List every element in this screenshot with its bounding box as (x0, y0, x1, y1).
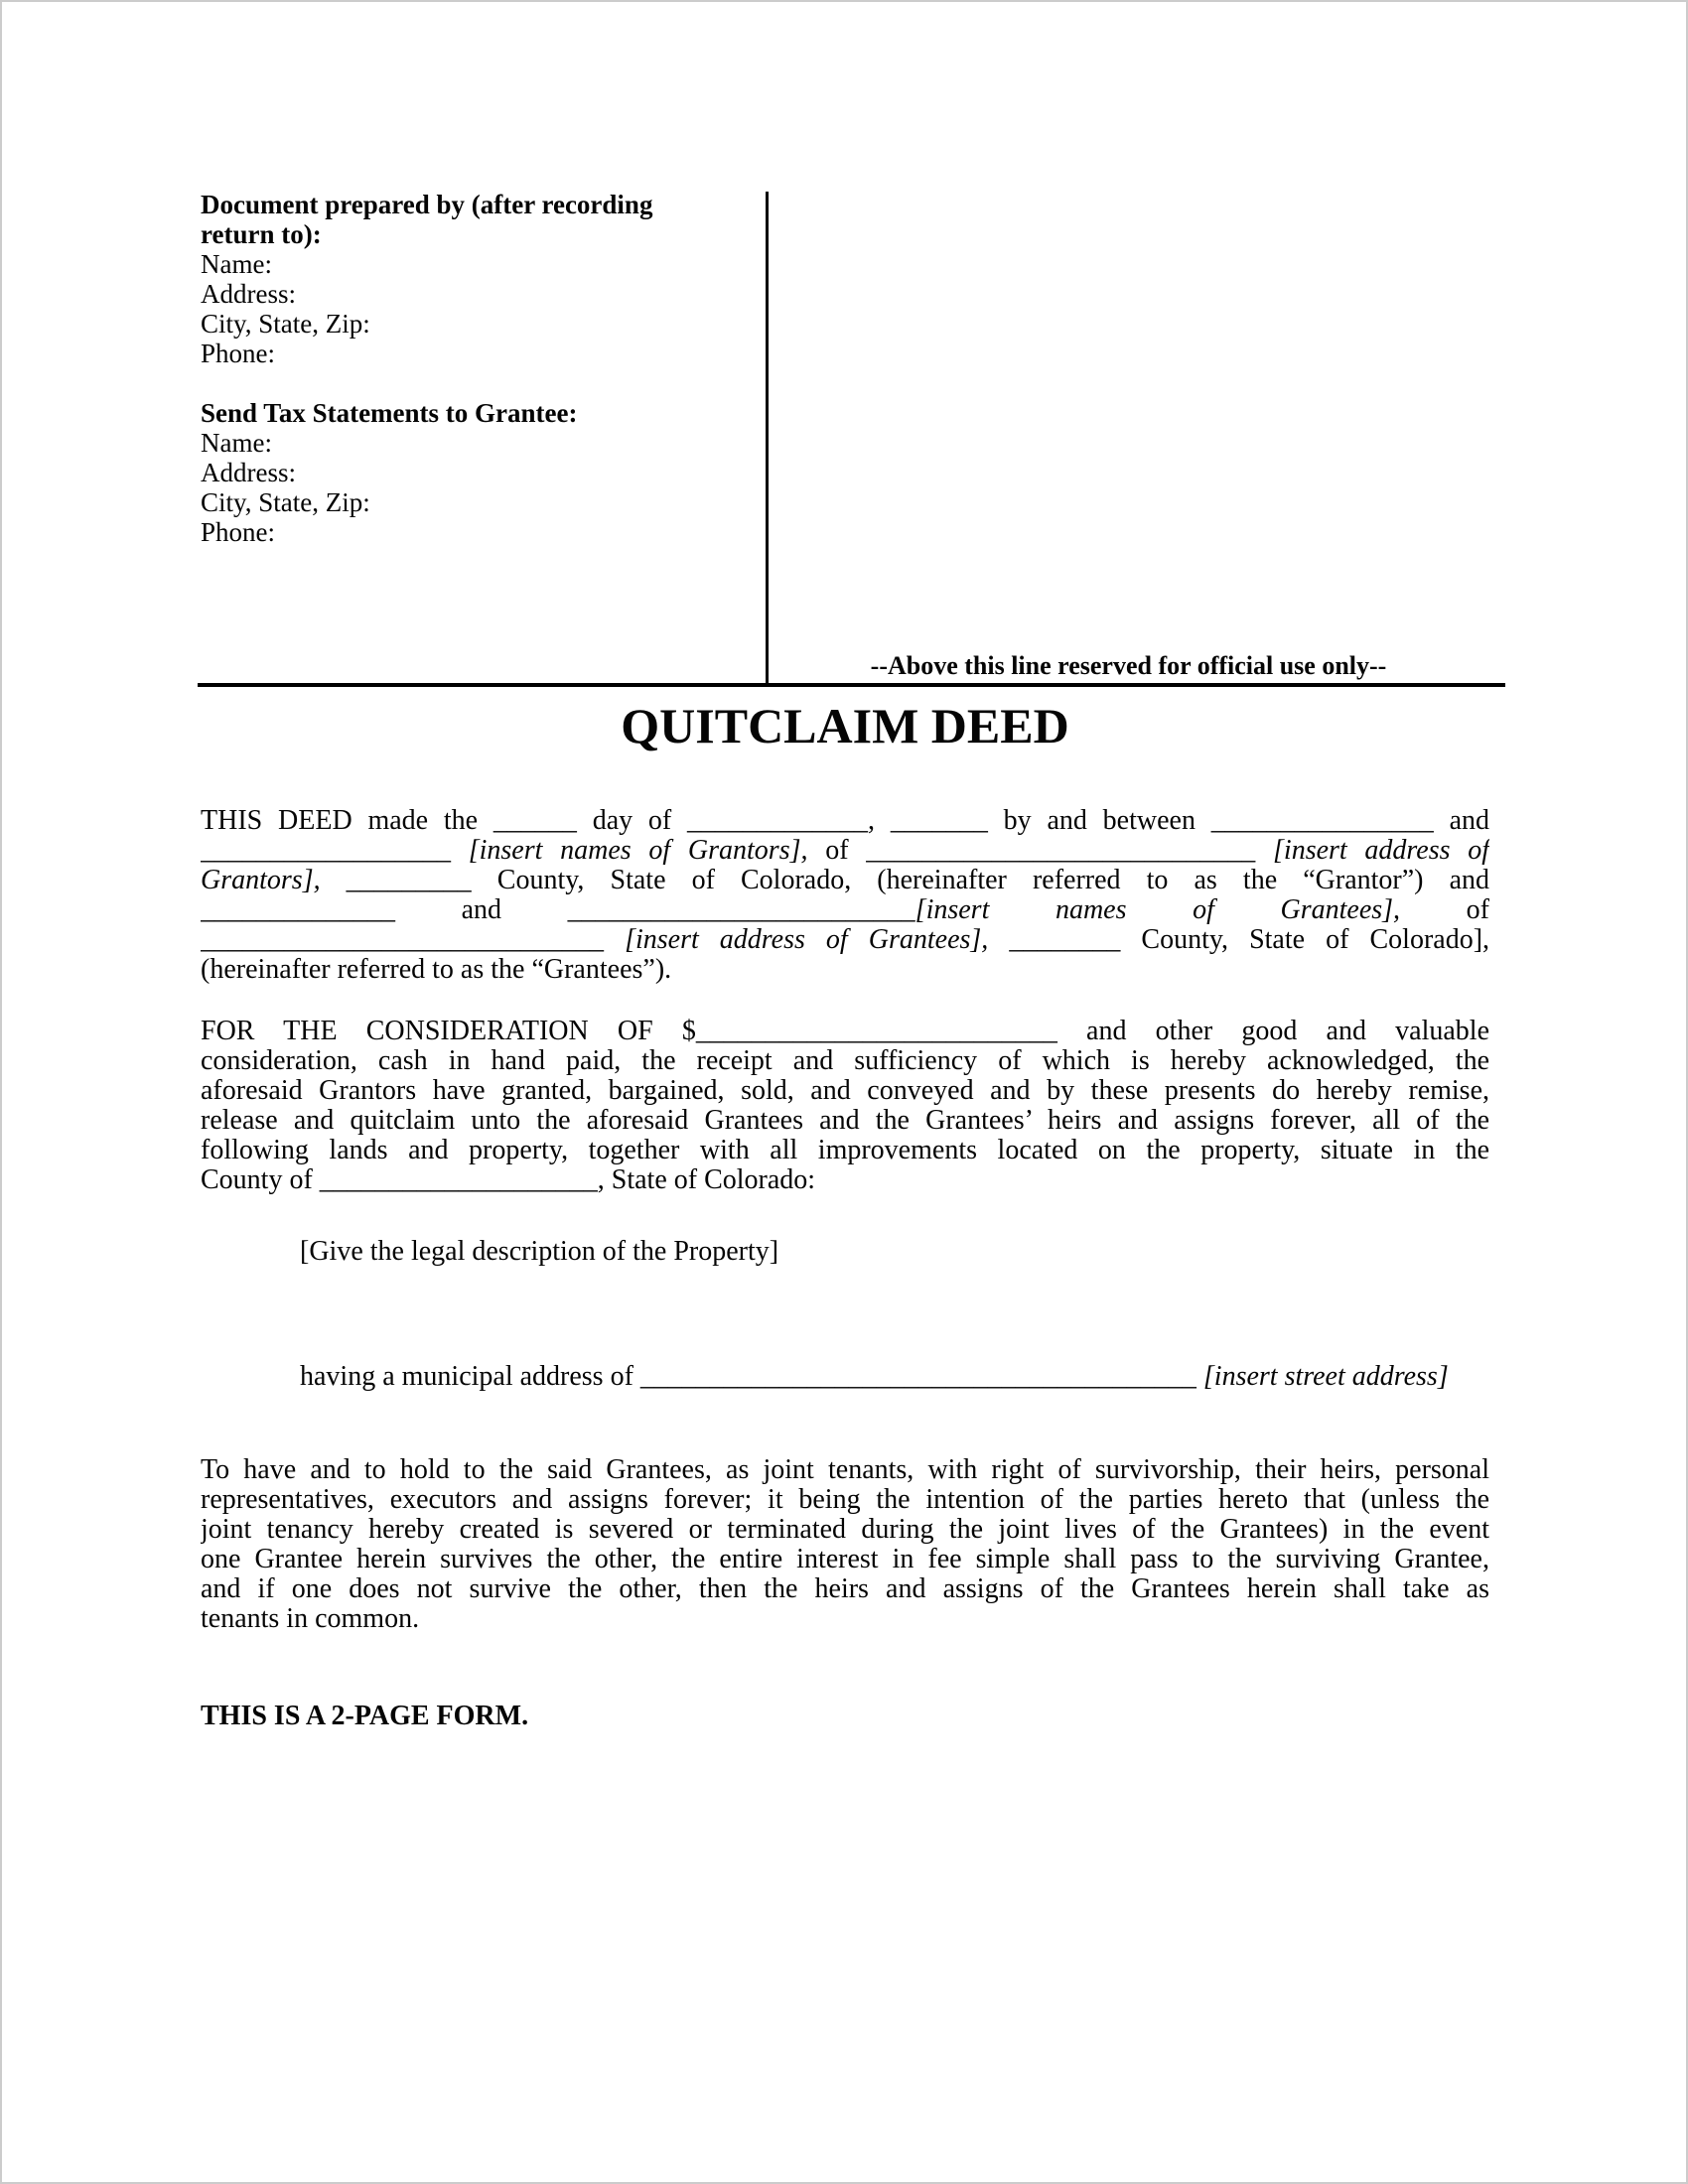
text-line (201, 1237, 1489, 1267)
tax-statements-heading: Send Tax Statements to Grantee: (201, 398, 578, 428)
text-run: County of ____________________, State of Colorado: (201, 1165, 816, 1195)
recording-box (201, 190, 745, 547)
text-run: THIS IS A 2-PAGE FORM. (201, 1702, 529, 1731)
field-label: Name: (201, 249, 272, 279)
text-line (201, 1106, 1489, 1136)
habendum-paragraph (201, 1455, 1489, 1634)
consideration-paragraph (201, 1017, 1489, 1195)
italic-text-run: [insert address of (1273, 836, 1489, 866)
text-line (201, 1485, 1489, 1515)
text-run: representatives, executors and assigns forever; it being the intention of the parties hereto that (unless the (201, 1485, 1489, 1515)
text-line (201, 1574, 1489, 1604)
field-label: Address: (201, 458, 296, 487)
text-run: ________ County, State of Colorado], (988, 925, 1489, 955)
page-count-note (201, 1702, 1489, 1731)
text-line (201, 1702, 1489, 1731)
text-run: THIS DEED made the ______ day of _____________, _______ by and between ________________ and (201, 806, 1489, 836)
text-run: joint tenancy hereby created is severed or terminated during the joint lives of the Grantees) in the event (201, 1515, 1489, 1545)
italic-text-run: Grantors], (201, 866, 321, 895)
tax-statement-fields (201, 428, 745, 547)
text-line (201, 836, 1489, 866)
text-line (201, 1165, 1489, 1195)
text-line (201, 955, 1489, 985)
horizontal-rule (198, 683, 1505, 687)
italic-text-run: [insert street address] (1202, 1362, 1449, 1392)
text-run: aforesaid Grantors have granted, bargained, sold, and conveyed and by these presents do hereby remise, (201, 1076, 1489, 1106)
text-run: of (1400, 895, 1489, 925)
text-run: __________________ (201, 836, 469, 866)
opening-paragraph (201, 806, 1489, 985)
text-run: tenants in common. (201, 1604, 420, 1634)
text-run: ______________ and _________________________ (201, 895, 915, 925)
text-line (201, 1046, 1489, 1076)
legal-description-placeholder (201, 1237, 1489, 1267)
text-run: To have and to hold to the said Grantees, as joint tenants, with right of survivorship, their heirs, personal (201, 1455, 1489, 1485)
field-label: Name: (201, 428, 272, 458)
text-run: consideration, cash in hand paid, the receipt and sufficiency of which is hereby acknowledged, the (201, 1046, 1489, 1076)
text-line (201, 1136, 1489, 1165)
italic-text-run: [insert names of Grantors], (468, 836, 808, 866)
deed-title: QUITCLAIM DEED (621, 698, 1069, 753)
text-run: _____________________________ (201, 925, 626, 955)
text-run: one Grantee herein survives the other, the entire interest in fee simple shall pass to the surviving Grantee, (201, 1545, 1489, 1574)
text-run: release and quitclaim unto the aforesaid Grantees and the Grantees’ heirs and assigns forever, all of the (201, 1106, 1489, 1136)
field-label: City, State, Zip: (201, 487, 370, 517)
prepared-by-heading-line2: return to): (201, 219, 322, 249)
text-line (201, 1604, 1489, 1634)
text-line (201, 1362, 1489, 1392)
prepared-by-heading-line1: Document prepared by (after recording (201, 190, 653, 219)
text-run: having a municipal address of ________________________________________ (300, 1362, 1203, 1392)
text-line (201, 1455, 1489, 1485)
field-label: Phone: (201, 339, 276, 368)
italic-text-run: [insert address of Grantees], (625, 925, 989, 955)
prepared-by-fields (201, 249, 745, 368)
field-label: Phone: (201, 517, 276, 547)
text-line (201, 895, 1489, 925)
italic-text-run: [insert names of Grantees], (914, 895, 1401, 925)
official-use-note: --Above this line reserved for official use only-- (870, 651, 1387, 680)
text-run: _________ County, State of Colorado, (hereinafter referred to as the “Grantor”) and (320, 866, 1489, 895)
text-line (201, 1545, 1489, 1574)
box-spacer (201, 368, 745, 398)
text-line (201, 1515, 1489, 1545)
text-line (201, 925, 1489, 955)
field-label: Address: (201, 279, 296, 309)
text-run: [Give the legal description of the Property] (300, 1237, 779, 1267)
text-run: following lands and property, together with all improvements located on the property, situate in the (201, 1136, 1489, 1165)
text-line (201, 1076, 1489, 1106)
municipal-address-line (201, 1362, 1489, 1392)
text-line (201, 1017, 1489, 1046)
text-run: (hereinafter referred to as the “Grantees”). (201, 955, 672, 985)
text-run: of ____________________________ (807, 836, 1274, 866)
vertical-divider (766, 192, 769, 685)
text-line (201, 806, 1489, 836)
text-line (201, 866, 1489, 895)
text-run: FOR THE CONSIDERATION OF $__________________________ and other good and valuable (201, 1017, 1489, 1046)
text-run: and if one does not survive the other, then the heirs and assigns of the Grantees herein shall take as (201, 1574, 1489, 1604)
field-label: City, State, Zip: (201, 309, 370, 339)
